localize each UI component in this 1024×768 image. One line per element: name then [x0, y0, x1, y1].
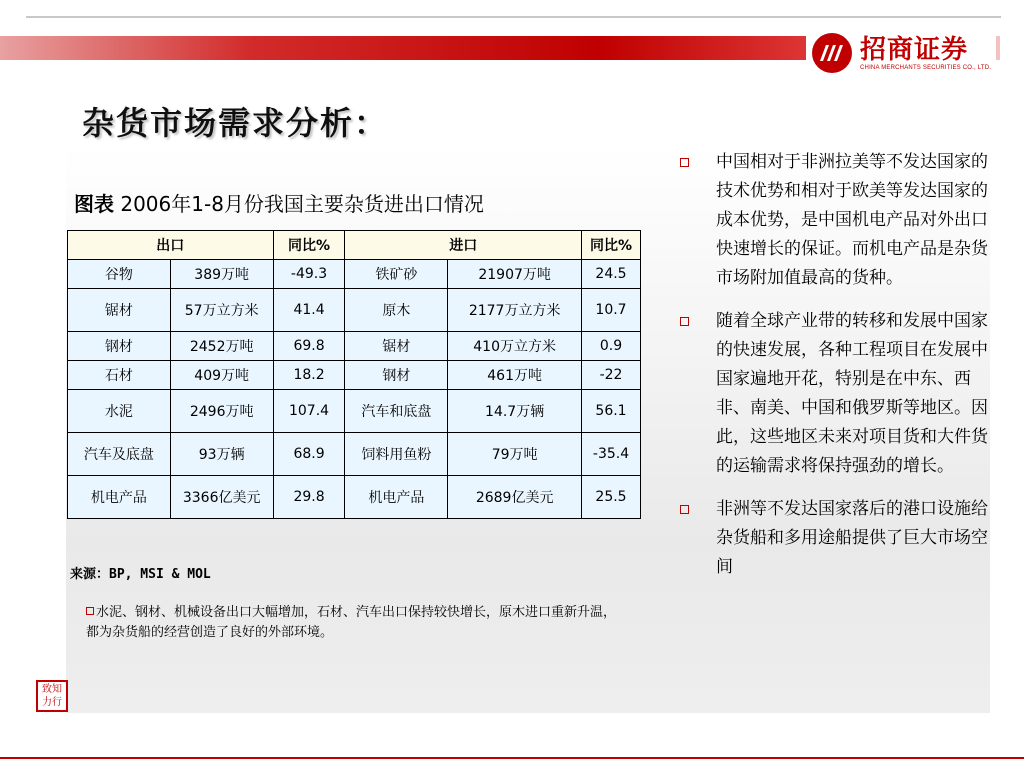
- export-yoy: 41.4: [273, 289, 345, 332]
- header-export: 出口: [68, 231, 274, 260]
- cms-logo-icon: [810, 31, 854, 75]
- table-row: [68, 260, 641, 289]
- import-amount: 79万吨: [448, 433, 582, 476]
- import-yoy: 10.7: [582, 289, 641, 332]
- import-item: 原木: [345, 289, 448, 332]
- bullet-text: 随着全球产业带的转移和发展中国家的快速发展，各种工程项目在发展中国家遍地开花，特别是在中东、西非、南美、中国和俄罗斯等地区。因此，这些地区未来对项目货和大件货的运输需求将保持强劲的增长。: [716, 311, 988, 476]
- export-item: 汽车及底盘: [68, 433, 171, 476]
- footer-red-line: [0, 757, 1024, 759]
- square-bullet-icon: [680, 158, 689, 167]
- summary-note-text: 水泥、钢材、机械设备出口大幅增加，石材、汽车出口保持较快增长，原木进口重新升温，都为杂货船的经营创造了良好的外部环境。: [86, 605, 617, 640]
- import-item: 钢材: [345, 361, 448, 390]
- square-bullet-icon: [86, 607, 94, 615]
- header-import-yoy: 同比%: [582, 231, 641, 260]
- import-item: 锯材: [345, 332, 448, 361]
- square-bullet-icon: [680, 505, 689, 514]
- export-item: 锯材: [68, 289, 171, 332]
- logo-name-en: CHINA MERCHANTS SECURITIES CO., LTD.: [860, 64, 992, 71]
- import-amount: 410万立方米: [448, 332, 582, 361]
- import-yoy: 56.1: [582, 390, 641, 433]
- export-item: 谷物: [68, 260, 171, 289]
- seal-stamp: 致知力行: [36, 680, 68, 712]
- bullet-item: [676, 307, 996, 481]
- import-yoy: 25.5: [582, 476, 641, 519]
- table-row: [68, 390, 641, 433]
- logo-name-cn: 招商证券: [860, 34, 969, 65]
- export-amount: 409万吨: [170, 361, 273, 390]
- export-yoy: -49.3: [273, 260, 345, 289]
- export-item: 水泥: [68, 390, 171, 433]
- export-yoy: 107.4: [273, 390, 345, 433]
- bullet-list: [676, 148, 996, 596]
- table-header-row: [68, 231, 641, 260]
- header-import: 进口: [345, 231, 582, 260]
- export-amount: 2496万吨: [170, 390, 273, 433]
- table-row: [68, 476, 641, 519]
- export-yoy: 18.2: [273, 361, 345, 390]
- export-yoy: 68.9: [273, 433, 345, 476]
- table-row: [68, 433, 641, 476]
- import-amount: 2177万立方米: [448, 289, 582, 332]
- table-caption: [74, 188, 484, 217]
- summary-note: [86, 603, 626, 643]
- export-amount: 3366亿美元: [170, 476, 273, 519]
- import-item: 饲料用鱼粉: [345, 433, 448, 476]
- trade-table: [67, 230, 641, 519]
- company-logo: [806, 24, 996, 82]
- export-amount: 93万辆: [170, 433, 273, 476]
- import-amount: 2689亿美元: [448, 476, 582, 519]
- source-note: 来源：BP, MSI & MOL: [70, 567, 211, 582]
- bullet-text: 非洲等不发达国家落后的港口设施给杂货船和多用途船提供了巨大市场空间: [716, 499, 988, 577]
- square-bullet-icon: [680, 317, 689, 326]
- table-row: [68, 289, 641, 332]
- slide-title: 杂货市场需求分析：: [82, 104, 389, 142]
- bullet-item: [676, 148, 996, 293]
- import-item: 铁矿砂: [345, 260, 448, 289]
- import-yoy: 0.9: [582, 332, 641, 361]
- import-yoy: -22: [582, 361, 641, 390]
- bullet-item: [676, 495, 996, 582]
- export-yoy: 29.8: [273, 476, 345, 519]
- header-export-yoy: 同比%: [273, 231, 345, 260]
- export-amount: 2452万吨: [170, 332, 273, 361]
- table-row: [68, 332, 641, 361]
- table-row: [68, 361, 641, 390]
- import-amount: 461万吨: [448, 361, 582, 390]
- header-divider-line: [26, 16, 1001, 18]
- import-amount: 14.7万辆: [448, 390, 582, 433]
- export-item: 石材: [68, 361, 171, 390]
- export-amount: 389万吨: [170, 260, 273, 289]
- export-item: 机电产品: [68, 476, 171, 519]
- export-item: 钢材: [68, 332, 171, 361]
- bullet-text: 中国相对于非洲拉美等不发达国家的技术优势和相对于欧美等发达国家的成本优势，是中国机电产品对外出口快速增长的保证。而机电产品是杂货市场附加值最高的货种。: [716, 152, 988, 288]
- import-item: 机电产品: [345, 476, 448, 519]
- import-yoy: -35.4: [582, 433, 641, 476]
- caption-label: 图表: [74, 192, 114, 216]
- import-amount: 21907万吨: [448, 260, 582, 289]
- export-yoy: 69.8: [273, 332, 345, 361]
- export-amount: 57万立方米: [170, 289, 273, 332]
- import-yoy: 24.5: [582, 260, 641, 289]
- import-item: 汽车和底盘: [345, 390, 448, 433]
- caption-text: 2006年1-8月份我国主要杂货进出口情况: [120, 192, 484, 216]
